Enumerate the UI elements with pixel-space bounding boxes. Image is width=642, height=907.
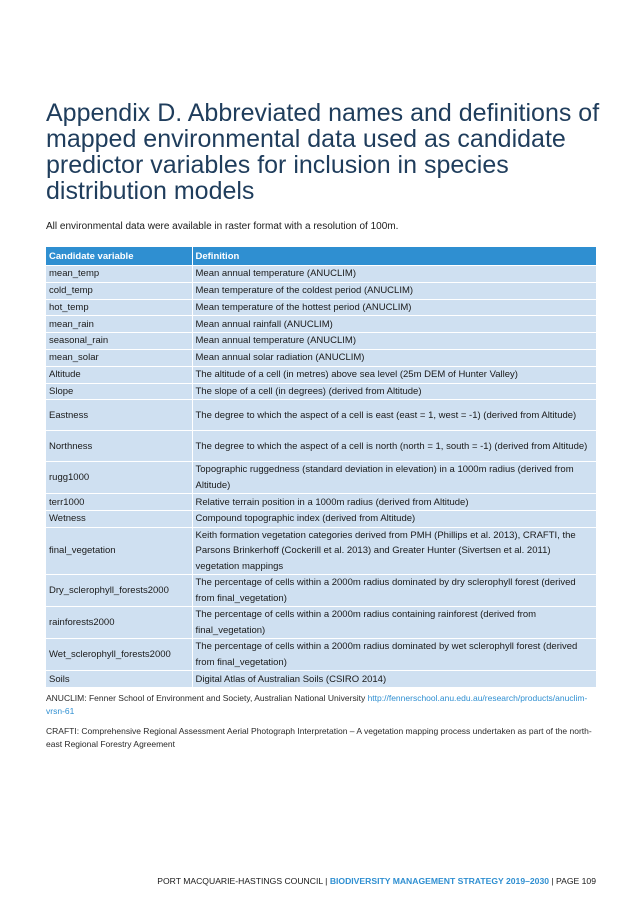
variable-definition: The percentage of cells within a 2000m radius dominated by wet sclerophyll forest (derived from final_vegetation)	[192, 639, 596, 671]
variable-definition: Keith formation vegetation categories derived from PMH (Phillips et al. 2013), CRAFTI, the Parsons Brinkerhoff (Cockerill et al. 2013) and Greater Hunter (Sivertsen et al. 2011) vegetation mappings	[192, 527, 596, 575]
table-row	[46, 299, 596, 316]
crafti-note: CRAFTI: Comprehensive Regional Assessment Aerial Photograph Interpretation – A vegetation mapping process undertaken as part of the north-east Regional Forestry Agreement	[46, 726, 592, 749]
variable-name: final_vegetation	[46, 527, 192, 575]
table-row	[46, 671, 596, 687]
table-row	[46, 494, 596, 511]
variable-name: Eastness	[46, 400, 192, 431]
variable-name: mean_rain	[46, 316, 192, 333]
table-row	[46, 266, 596, 283]
footer-council: PORT MACQUARIE-HASTINGS COUNCIL |	[157, 876, 330, 886]
variable-definition: Mean annual rainfall (ANUCLIM)	[192, 316, 596, 333]
table-header-row	[46, 247, 596, 266]
header-candidate-variable: Candidate variable	[46, 247, 192, 266]
variable-name: Altitude	[46, 366, 192, 383]
anuclim-note	[46, 692, 601, 717]
footnotes	[46, 692, 601, 758]
header-definition: Definition	[192, 247, 596, 266]
table-row	[46, 527, 596, 575]
table-row	[46, 366, 596, 383]
anuclim-note-text: ANUCLIM: Fenner School of Environment and Society, Australian National University	[46, 693, 368, 703]
variable-definition: Relative terrain position in a 1000m radius (derived from Altitude)	[192, 494, 596, 511]
variable-definition: The altitude of a cell (in metres) above sea level (25m DEM of Hunter Valley)	[192, 366, 596, 383]
variable-name: Soils	[46, 671, 192, 687]
variable-name: Slope	[46, 383, 192, 400]
variable-definition: Mean temperature of the coldest period (ANUCLIM)	[192, 282, 596, 299]
variable-definition: The slope of a cell (in degrees) (derived from Altitude)	[192, 383, 596, 400]
variable-definition: Digital Atlas of Australian Soils (CSIRO 2014)	[192, 671, 596, 687]
table-row	[46, 575, 596, 607]
table-row	[46, 639, 596, 671]
variable-definition: The degree to which the aspect of a cell is north (north = 1, south = -1) (derived from Altitude)	[192, 431, 596, 462]
variable-name: mean_solar	[46, 349, 192, 366]
page-title: Appendix D. Abbreviated names and definitions of mapped environmental data used as candidate predictor variables for inclusion in species distribution models	[46, 99, 600, 205]
table-row	[46, 431, 596, 462]
table-row	[46, 316, 596, 333]
variable-definition: The percentage of cells within a 2000m radius dominated by dry sclerophyll forest (derived from final_vegetation)	[192, 575, 596, 607]
variable-name: Dry_sclerophyll_forests2000	[46, 575, 192, 607]
footer-strategy-title: BIODIVERSITY MANAGEMENT STRATEGY 2019–2030	[329, 876, 550, 886]
variable-name: Wet_sclerophyll_forests2000	[46, 639, 192, 671]
table-row	[46, 333, 596, 350]
anuclim-link[interactable]: http://fennerschool.anu.edu.au/research/products/anuclim-vrsn-61	[46, 693, 588, 716]
variable-definition: Mean annual solar radiation (ANUCLIM)	[192, 349, 596, 366]
intro-text: All environmental data were available in raster format with a resolution of 100m.	[46, 221, 399, 232]
table-row	[46, 511, 596, 528]
table-row	[46, 383, 596, 400]
table-row	[46, 349, 596, 366]
variable-definition: Compound topographic index (derived from Altitude)	[192, 511, 596, 528]
variable-name: cold_temp	[46, 282, 192, 299]
table-row	[46, 400, 596, 431]
footer-page-number: | PAGE 109	[549, 876, 596, 886]
variable-name: rainforests2000	[46, 607, 192, 639]
variable-name: hot_temp	[46, 299, 192, 316]
variable-name: Wetness	[46, 511, 192, 528]
variable-name: rugg1000	[46, 462, 192, 494]
variable-definition: The degree to which the aspect of a cell is east (east = 1, west = -1) (derived from Altitude)	[192, 400, 596, 431]
variable-name: terr1000	[46, 494, 192, 511]
table-row	[46, 607, 596, 639]
page-footer	[157, 876, 596, 886]
variable-definition: Topographic ruggedness (standard deviation in elevation) in a 1000m radius (derived from Altitude)	[192, 462, 596, 494]
variable-definition: Mean temperature of the hottest period (ANUCLIM)	[192, 299, 596, 316]
variable-name: seasonal_rain	[46, 333, 192, 350]
variable-definition: Mean annual temperature (ANUCLIM)	[192, 333, 596, 350]
variable-definition: The percentage of cells within a 2000m radius containing rainforest (derived from final_vegetation)	[192, 607, 596, 639]
variable-name: mean_temp	[46, 266, 192, 283]
variables-table	[46, 247, 597, 687]
table-row	[46, 282, 596, 299]
variable-definition: Mean annual temperature (ANUCLIM)	[192, 266, 596, 283]
variable-name: Northness	[46, 431, 192, 462]
table-row	[46, 462, 596, 494]
